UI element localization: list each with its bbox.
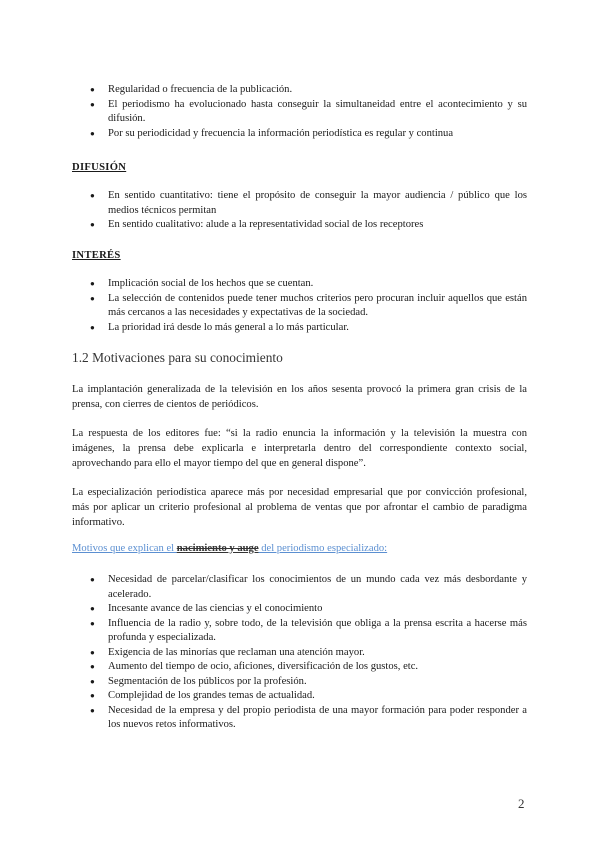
link-prefix: Motivos que explican el xyxy=(72,543,177,554)
list-item: ● Necesidad de la empresa y del propio periodista de una mayor formación para poder responder a los nuevos retos informativos. xyxy=(90,704,527,733)
list-item: ● Complejidad de los grandes temas de actualidad. xyxy=(90,689,527,704)
list-item: ● Influencia de la radio y, sobre todo, de la televisión que obliga a la prensa escrita a hacerse más profunda y especializada. xyxy=(90,617,527,646)
link-suffix: del periodismo especializado: xyxy=(258,543,388,554)
list-item: ● Aumento del tiempo de ocio, aficiones, diversificación de los gustos, etc. xyxy=(90,660,527,675)
list-item: ● La prioridad irá desde lo más general a lo más particular. xyxy=(90,321,527,336)
paragraph: La respuesta de los editores fue: “si la radio enuncia la información y la televisión la muestra con imágenes, la prensa debe explicarla e interpretarla dentro del correspondiente contexto social, aprovechando para ello el mayor tiempo del que en general dispone”. xyxy=(72,428,527,469)
list-item: ● Regularidad o frecuencia de la publicación. xyxy=(90,83,527,98)
paragraph: La implantación generalizada de la televisión en los años sesenta provocó la primera gran crisis de la prensa, con cierres de cientos de periódicos. xyxy=(72,384,527,410)
list-item: ● Implicación social de los hechos que se cuentan. xyxy=(90,277,527,292)
difusion-heading: DIFUSIÓN xyxy=(72,162,127,173)
list-item: ● Por su periodicidad y frecuencia la información periodística es regular y continua xyxy=(90,127,527,142)
list-item: ● En sentido cuantitativo: tiene el propósito de conseguir la mayor audiencia / público que los medios técnicos permitan xyxy=(90,189,527,218)
section-title: 1.2 Motivaciones para su conocimiento xyxy=(72,350,283,365)
link-strikethrough: nacimiento y auge xyxy=(176,543,259,554)
interes-bullet-list xyxy=(90,277,527,335)
list-item: ● En sentido cualitativo: alude a la representatividad social de los receptores xyxy=(90,218,527,233)
motives-link[interactable] xyxy=(72,543,387,554)
interes-heading: INTERÉS xyxy=(72,250,121,261)
list-item: ● La selección de contenidos puede tener muchos criterios pero procuran incluir aquellos que están más cercanos a las necesidades y expectativas de la sociedad. xyxy=(90,292,527,321)
intro-bullet-list xyxy=(90,83,527,141)
motives-bullet-list xyxy=(90,573,527,733)
difusion-bullet-list xyxy=(90,189,527,233)
list-item: ● Incesante avance de las ciencias y el conocimiento xyxy=(90,602,527,617)
paragraph: La especialización periodística aparece más por necesidad empresarial que por convicción profesional, más por aplicar un criterio profesional al problema de ventas que por afrontar el cambio de paradigma informativo. xyxy=(72,487,527,528)
list-item: ● El periodismo ha evolucionado hasta conseguir la simultaneidad entre el acontecimiento y su difusión. xyxy=(90,98,527,127)
list-item: ● Necesidad de parcelar/clasificar los conocimientos de un mundo cada vez más desbordante y acelerado. xyxy=(90,573,527,602)
page-number: 2 xyxy=(518,796,525,811)
list-item: ● Segmentación de los públicos por la profesión. xyxy=(90,675,527,690)
list-item: ● Exigencia de las minorías que reclaman una atención mayor. xyxy=(90,646,527,661)
